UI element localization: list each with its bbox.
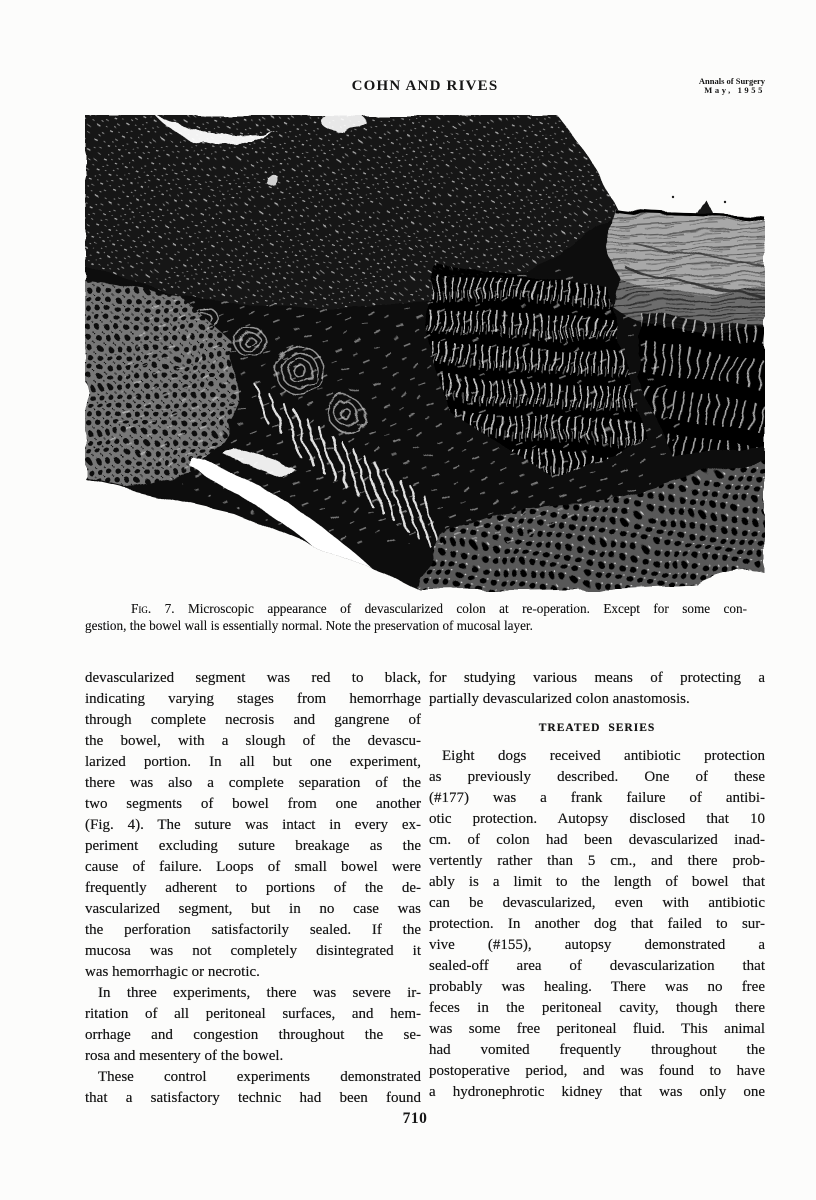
text-line: vascularized segment, but in no case was [85,901,421,917]
text-line: In three experiments, there was severe ir- [98,985,421,1001]
caption-line-1 [85,601,747,618]
text-line: Eight dogs received antibiotic protection [442,748,765,764]
text-line: vive (#155), autopsy demonstrated a [429,937,765,953]
text-line: mucosa was not completely disintegrated it [85,943,421,959]
text-line: (Fig. 4). The suture was intact in every ex- [85,817,421,833]
right-column [429,668,765,1103]
text-line: had vomited frequently throughout the [429,1042,765,1058]
running-head: COHN AND RIVES [351,78,499,94]
text-line: ritation of all peritoneal surfaces, and hem- [85,1006,421,1022]
text-line: cause of failure. Loops of small bowel were [85,859,421,875]
text-line: frequently adherent to portions of the de- [85,880,421,896]
caption-text: Microscopic appearance of devascularized colon at re-operation. Except for some con- [187,601,747,616]
text-line: otic protection. Autopsy disclosed that 10 [429,811,765,827]
text-line: feces in the peritoneal cavity, though there [429,1000,765,1016]
text-line: can be devascularized, even with antibiotic [429,895,765,911]
text-line: was some free peritoneal fluid. This animal [429,1021,765,1037]
figure-caption [85,601,747,634]
journal-info [699,77,765,95]
caption-line-2: gestion, the bowel wall is essentially normal. Note the preservation of mucosal layer. [85,617,533,633]
journal-issue: May, 1955 [704,84,765,95]
figure-image [85,115,765,592]
text-line: orrhage and congestion throughout the se- [85,1027,421,1043]
text-line: sealed-off area of devascularization that [429,958,765,974]
text-line: was hemorrhagic or necrotic. [85,964,260,980]
text-line: indicating varying stages from hemorrhage [85,691,421,707]
text-line: through complete necrosis and gangrene of [85,712,421,728]
text-line: probably was healing. There was no free [429,979,765,995]
text-line: protection. In another dog that failed to sur- [429,916,765,932]
text-line: periment excluding suture breakage as the [85,838,421,854]
text-line: ably is a limit to the length of bowel that [429,874,765,890]
tissue-silhouette [85,115,765,592]
text-line: two segments of bowel from one another [85,796,421,812]
text-line: rosa and mesentery of the bowel. [85,1048,284,1064]
left-column [85,668,421,1109]
text-line: the perforation satisfactorily sealed. If the [85,922,421,938]
text-line: devascularized segment was red to black, [85,670,421,686]
text-line: for studying various means of protecting a [429,670,765,686]
figure [85,115,765,592]
text-line: as previously described. One of these [429,769,765,785]
text-line: partially devascularized colon anastomosis. [429,691,690,707]
page-header [85,78,765,100]
page-number: 710 [402,1110,428,1127]
section-heading: TREATED SERIES [538,722,656,734]
figure-label: Fig. 7. [131,601,175,616]
text-line: vertently rather than 5 cm., and there prob- [429,853,765,869]
journal-name: Annals of Surgery [698,76,765,86]
text-line: These control experiments demonstrated [98,1069,421,1085]
text-line: the bowel, with a slough of the devascu- [85,733,421,749]
text-line: larized portion. In all but one experiment, [85,754,421,770]
text-line: cm. of colon had been devascularized inad- [429,832,765,848]
text-line: postoperative period, and was found to have [429,1063,765,1079]
text-line: there was also a complete separation of the [85,775,421,791]
text-line: that a satisfactory technic had been found [85,1090,421,1106]
text-line: a hydronephrotic kidney that was only one [429,1084,765,1100]
text-line: (#177) was a frank failure of antibi- [429,790,765,806]
